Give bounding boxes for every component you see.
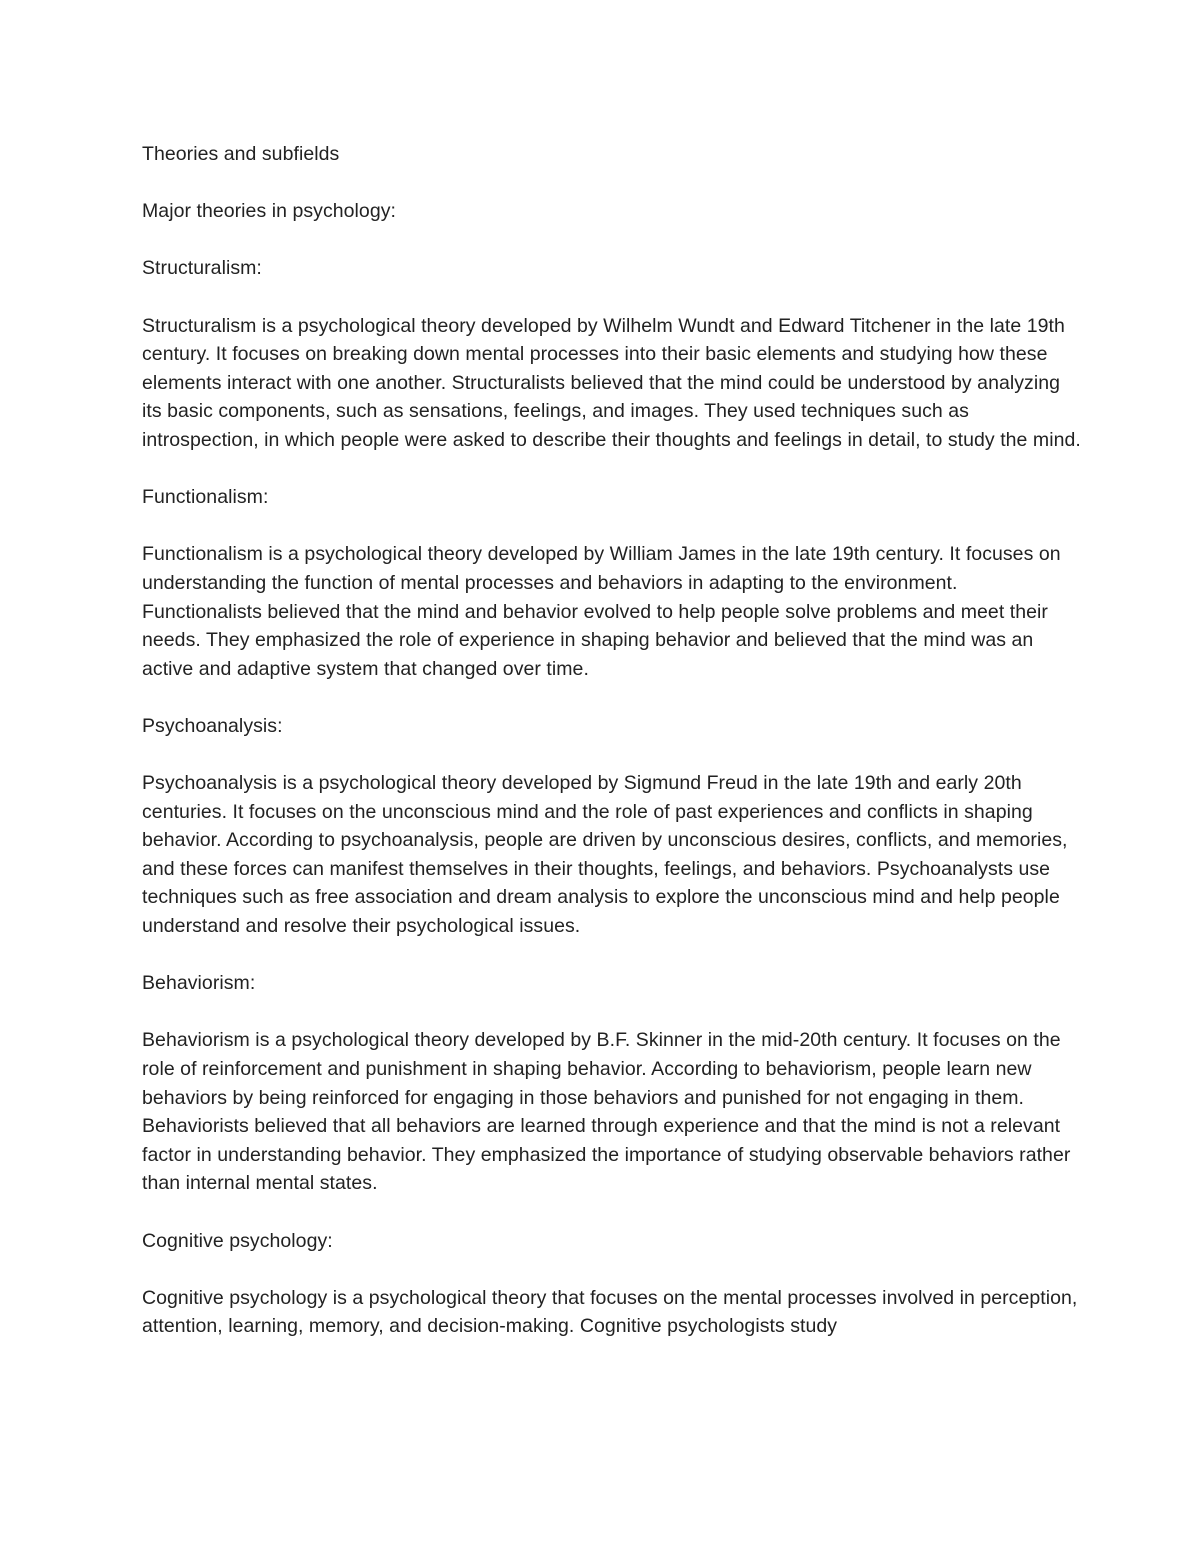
section-body-cognitive-psychology: Cognitive psychology is a psychological theory that focuses on the mental processes involved in perception, attention, learning, memory, and decision-making. Cognitive psychologists study	[142, 1286, 1078, 1338]
section-body-behaviorism: Behaviorism is a psychological theory developed by B.F. Skinner in the mid-20th century. It focuses on the role of reinforcement and punishment in shaping behavior. According to behaviorism, people learn new behaviors by being reinforced for engaging in those behaviors and punished for not engaging in them. Behaviorists believed that all behaviors are learned through experience and that the mind is not a relevant factor in understanding behavior. They emphasized the importance of studying observable behaviors rather than internal mental states.	[142, 1029, 1071, 1195]
section-heading-functionalism: Functionalism:	[142, 486, 269, 509]
section-heading-psychoanalysis: Psychoanalysis:	[142, 714, 283, 737]
section-heading-cognitive-psychology: Cognitive psychology:	[142, 1229, 333, 1252]
document-page	[142, 140, 1082, 1370]
section-heading-structuralism: Structuralism:	[142, 257, 262, 280]
section-body-structuralism: Structuralism is a psychological theory developed by Wilhelm Wundt and Edward Titchener in the late 19th century. It focuses on breaking down mental processes into their basic elements and studying how these elements interact with one another. Structuralists believed that the mind could be understood by analyzing its basic components, such as sensations, feelings, and images. They used techniques such as introspection, in which people were asked to describe their thoughts and feelings in detail, to study the mind.	[142, 314, 1081, 451]
document-title: Theories and subfields	[142, 143, 340, 165]
section-heading-behaviorism: Behaviorism:	[142, 972, 256, 995]
section-body-functionalism: Functionalism is a psychological theory developed by William James in the late 19th century. It focuses on understanding the function of mental processes and behaviors in adapting to the environment. Functionalists believed that the mind and behavior evolved to help people solve problems and meet their needs. They emphasized the role of experience in shaping behavior and believed that the mind was an active and adaptive system that changed over time.	[142, 543, 1061, 680]
intro-line: Major theories in psychology:	[142, 200, 396, 223]
section-body-psychoanalysis: Psychoanalysis is a psychological theory developed by Sigmund Freud in the late 19th and early 20th centuries. It focuses on the unconscious mind and the role of past experiences and conflicts in shaping behavior. According to psychoanalysis, people are driven by unconscious desires, conflicts, and memories, and these forces can manifest themselves in their thoughts, feelings, and behaviors. Psychoanalysts use techniques such as free association and dream analysis to explore the unconscious mind and help people understand and resolve their psychological issues.	[142, 772, 1068, 938]
